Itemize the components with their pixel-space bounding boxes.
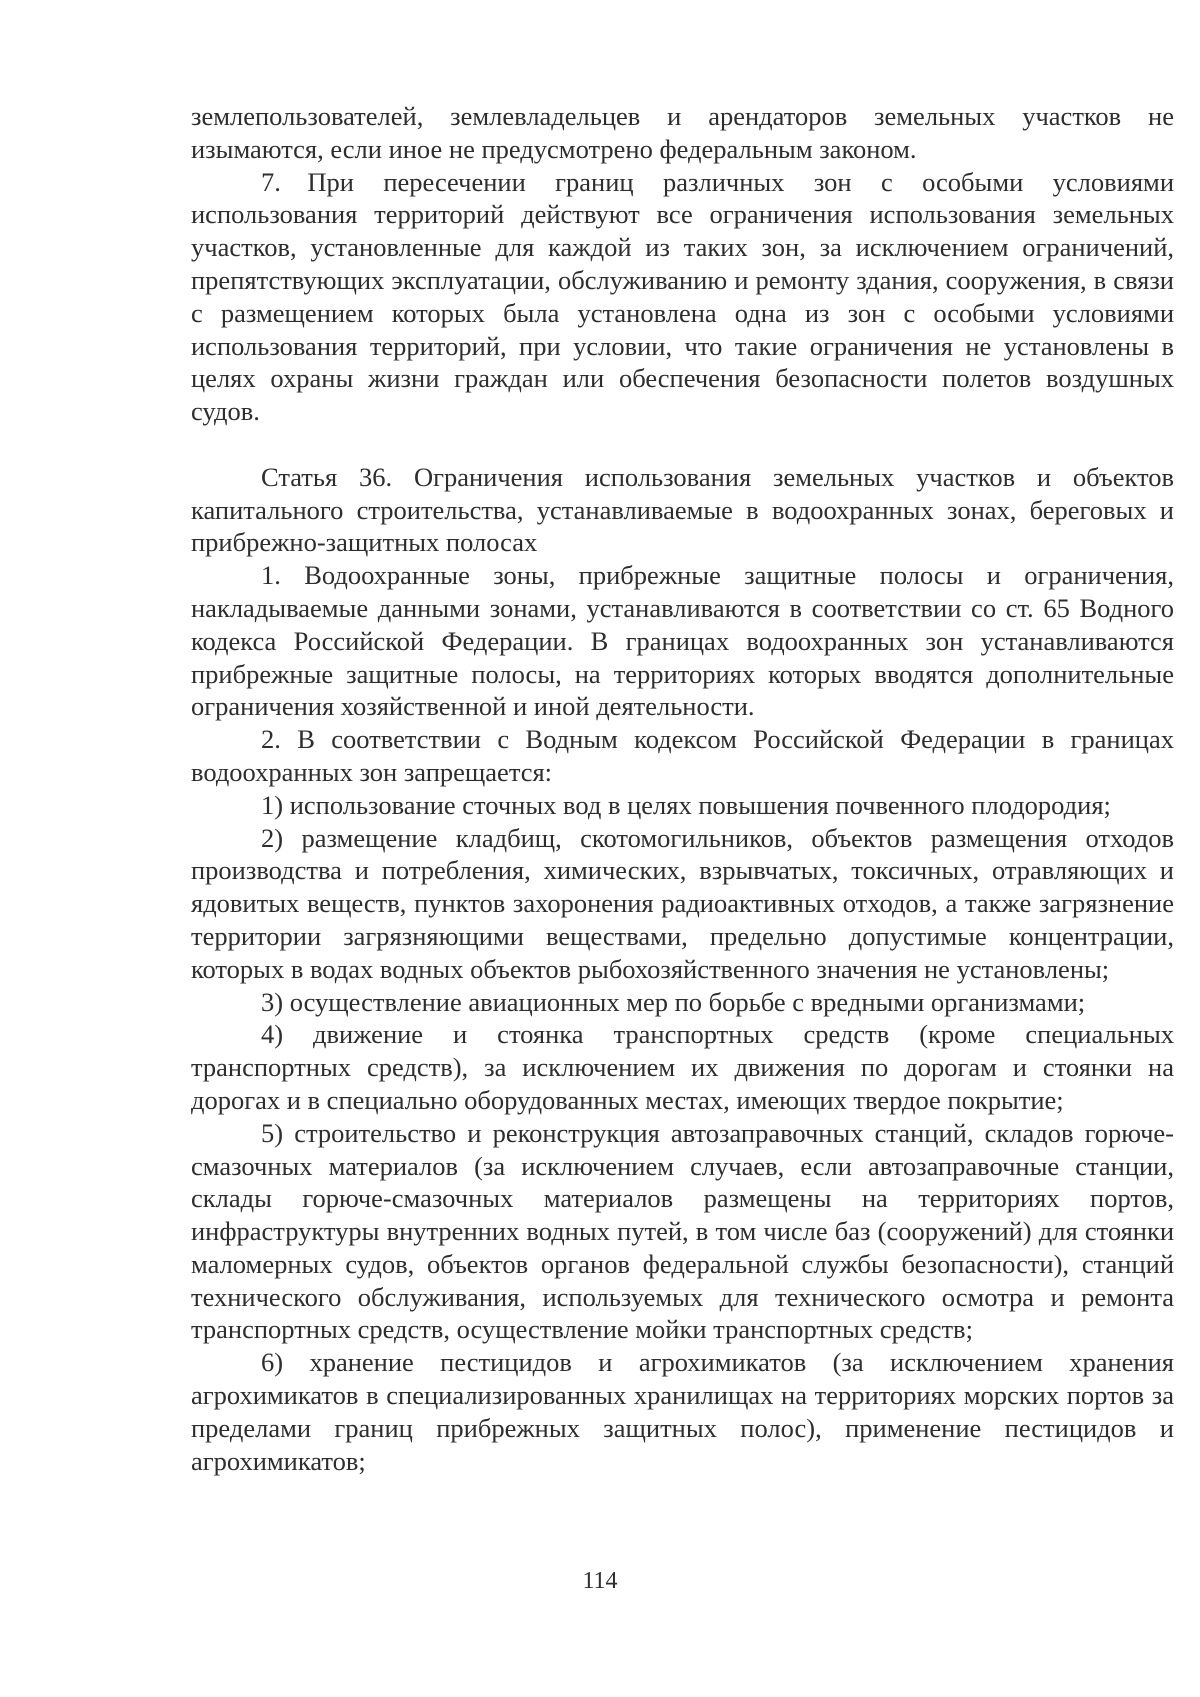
paragraph-item-2: 2. В соответствии с Водным кодексом Российской Федерации в границах водоохранных зон запрещается: [191,724,1174,787]
paragraph-subitem-3: 3) осуществление авиационных мер по борьбе с вредными организмами; [261,986,1086,1017]
paragraph-subitem-6: 6) хранение пестицидов и агрохимикатов (за исключением хранения агрохимикатов в специализированных хранилищах на территориях морских портов за пределами границ прибрежных защитных полос), применение пестицидов и агрохимикатов; [191,1347,1174,1476]
paragraph-item-1: 1. Водоохранные зоны, прибрежные защитные полосы и ограничения, накладываемые данными зонами, устанавливаются в соответствии со ст. 65 Водного кодекса Российской Федерации. В границах водоохранных зон устанавливаются прибрежные защитные полосы, на территориях которых вводятся дополнительные ограничения хозяйственной и иной деятельности. [191,560,1174,722]
paragraph-subitem-4: 4) движение и стоянка транспортных средств (кроме специальных транспортных средств), за исключением их движения по дорогам и стоянки на дорогах и в специально оборудованных местах, имеющих твердое покрытие; [191,1019,1174,1115]
article-36-heading: Статья 36. Ограничения использования земельных участков и объектов капитального строительства, устанавливаемые в водоохранных зонах, береговых и прибрежно-защитных полосах [191,461,1174,558]
page-body [191,100,1174,1477]
paragraph-continuation: землепользователей, землевладельцев и арендаторов земельных участков не изымаются, если иное не предусмотрено федеральным законом. [191,101,1174,164]
paragraph-subitem-1: 1) использование сточных вод в целях повышения почвенного плодородия; [261,789,1111,820]
paragraph-subitem-5: 5) строительство и реконструкция автозаправочных станций, складов горюче-смазочных материалов (за исключением случаев, если автозаправочные станции, склады горюче-смазочных материалов размещены на территориях портов, инфраструктуры внутренних водных путей, в том числе баз (сооружений) для стоянки маломерных судов, объектов органов федеральной службы безопасности), станций технического обслуживания, используемых для технического осмотра и ремонта транспортных средств, осуществление мойки транспортных средств; [191,1117,1174,1345]
paragraph-subitem-2: 2) размещение кладбищ, скотомогильников, объектов размещения отходов производства и потребления, химических, взрывчатых, токсичных, отравляющих и ядовитых веществ, пунктов захоронения радиоактивных отходов, а также загрязнение территории загрязняющими веществами, предельно допустимые концентрации, которых в водах водных объектов рыбохозяйственного значения не установлены; [191,822,1174,984]
page-number: 114 [582,1568,618,1594]
paragraph-item-7: 7. При пересечении границ различных зон с особыми условиями использования территорий действуют все ограничения использования земельных участков, установленные для каждой из таких зон, за исключением ограничений, препятствующих эксплуатации, обслуживанию и ремонту здания, сооружения, в связи с размещением которых была установлена одна из зон с особыми условиями использования территорий, при условии, что такие ограничения не установлены в целях охраны жизни граждан или обеспечения безопасности полетов воздушных судов. [191,166,1174,427]
